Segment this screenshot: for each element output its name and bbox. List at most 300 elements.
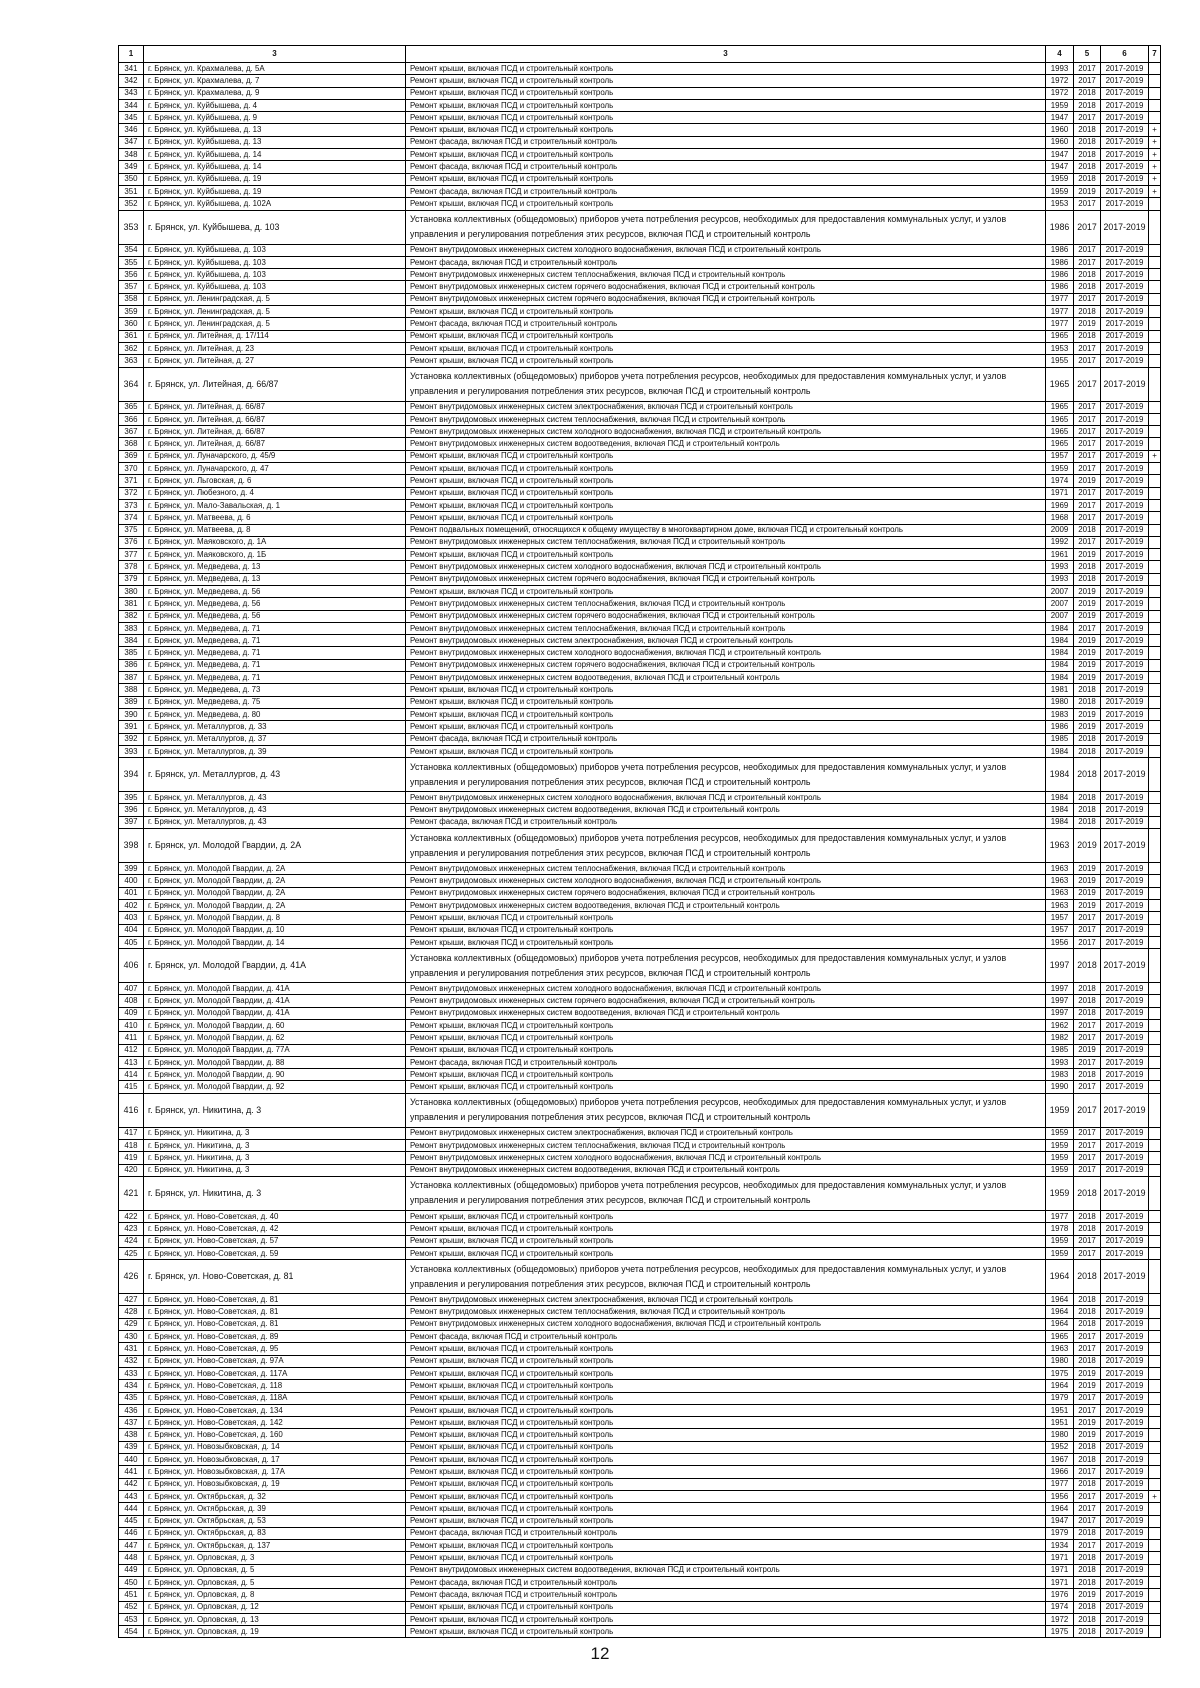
year-built-cell: 1975 [1046,1626,1074,1638]
address-cell: г. Брянск, ул. Никитина, д. 3 [144,1152,406,1164]
row-number-cell: 352 [119,198,144,210]
row-number-cell: 425 [119,1248,144,1260]
address-cell: г. Брянск, ул. Куйбышева, д. 103 [144,211,406,245]
work-type-cell: Ремонт внутридомовых инженерных систем холодного водоснабжения, включая ПСД и строительный контроль [406,245,1046,257]
plan-year-cell: 2017 [1074,1393,1101,1405]
row-number-cell: 399 [119,863,144,875]
year-built-cell: 1963 [1046,1343,1074,1355]
table-row [119,1020,1161,1032]
marker-cell [1149,1045,1161,1057]
year-built-cell: 1990 [1046,1081,1074,1093]
period-cell: 2017-2019 [1101,1008,1149,1020]
row-number-cell: 342 [119,75,144,87]
year-built-cell: 1963 [1046,875,1074,887]
work-type-cell: Ремонт внутридомовых инженерных систем водоотведения, включая ПСД и строительный контроль [406,900,1046,912]
plan-year-cell: 2018 [1074,684,1101,696]
marker-cell [1149,1589,1161,1601]
plan-year-cell: 2018 [1074,1294,1101,1306]
period-cell: 2017-2019 [1101,1589,1149,1601]
table-row [119,451,1161,463]
work-type-cell: Ремонт внутридомовых инженерных систем водоотведения, включая ПСД и строительный контроль [406,672,1046,684]
period-cell: 2017-2019 [1101,488,1149,500]
marker-cell [1149,1020,1161,1032]
work-type-cell: Ремонт внутридомовых инженерных систем электроснабжения, включая ПСД и строительный контроль [406,1294,1046,1306]
year-built-cell: 1986 [1046,211,1074,245]
address-cell: г. Брянск, ул. Молодой Гвардии, д. 2А [144,900,406,912]
address-cell: г. Брянск, ул. Молодой Гвардии, д. 62 [144,1032,406,1044]
work-type-cell: Ремонт внутридомовых инженерных систем водоотведения, включая ПСД и строительный контроль [406,438,1046,450]
header-cell-number: 1 [119,46,144,63]
plan-year-cell: 2019 [1074,1380,1101,1392]
year-built-cell: 1964 [1046,1260,1074,1294]
table-row [119,475,1161,487]
period-cell: 2017-2019 [1101,804,1149,816]
year-built-cell: 2007 [1046,586,1074,598]
plan-year-cell: 2017 [1074,1152,1101,1164]
address-cell: г. Брянск, ул. Молодой Гвардии, д. 2А [144,829,406,863]
period-cell: 2017-2019 [1101,746,1149,758]
table-row [119,112,1161,124]
year-built-cell: 1971 [1046,1577,1074,1589]
work-type-cell: Ремонт внутридомовых инженерных систем холодного водоснабжения, включая ПСД и строительный контроль [406,792,1046,804]
work-type-cell: Ремонт крыши, включая ПСД и строительный контроль [406,63,1046,75]
marker-cell [1149,1140,1161,1152]
plan-year-cell: 2017 [1074,912,1101,924]
work-type-cell: Ремонт крыши, включая ПСД и строительный контроль [406,1516,1046,1528]
table-row [119,1393,1161,1405]
plan-year-cell: 2017 [1074,245,1101,257]
row-number-cell: 432 [119,1356,144,1368]
work-type-cell: Ремонт крыши, включая ПСД и строительный контроль [406,937,1046,949]
table-row [119,647,1161,659]
row-number-cell: 434 [119,1380,144,1392]
work-type-cell: Ремонт фасада, включая ПСД и строительный контроль [406,161,1046,173]
period-cell: 2017-2019 [1101,1466,1149,1478]
year-built-cell: 1960 [1046,137,1074,149]
table-row [119,1356,1161,1368]
period-cell: 2017-2019 [1101,549,1149,561]
marker-cell [1149,549,1161,561]
period-cell: 2017-2019 [1101,561,1149,573]
year-built-cell: 1965 [1046,426,1074,438]
work-type-cell: Ремонт крыши, включая ПСД и строительный контроль [406,1429,1046,1441]
address-cell: г. Брянск, ул. Орловская, д. 12 [144,1602,406,1614]
table-row [119,1081,1161,1093]
marker-cell [1149,257,1161,269]
table-row [119,1417,1161,1429]
plan-year-cell: 2018 [1074,804,1101,816]
year-built-cell: 1993 [1046,1057,1074,1069]
table-row [119,402,1161,414]
marker-cell [1149,343,1161,355]
row-number-cell: 453 [119,1614,144,1626]
table-row [119,697,1161,709]
marker-cell [1149,1306,1161,1318]
year-built-cell: 1984 [1046,804,1074,816]
marker-cell [1149,1248,1161,1260]
marker-cell [1149,817,1161,829]
period-cell: 2017-2019 [1101,451,1149,463]
table-row [119,1626,1161,1638]
plan-year-cell: 2019 [1074,721,1101,733]
period-cell: 2017-2019 [1101,1236,1149,1248]
row-number-cell: 358 [119,294,144,306]
period-cell: 2017-2019 [1101,611,1149,623]
marker-cell [1149,1577,1161,1589]
address-cell: г. Брянск, ул. Литейная, д. 27 [144,355,406,367]
year-built-cell: 1959 [1046,1140,1074,1152]
period-cell: 2017-2019 [1101,211,1149,245]
year-built-cell: 1977 [1046,318,1074,330]
row-number-cell: 345 [119,112,144,124]
work-type-cell: Ремонт крыши, включая ПСД и строительный контроль [406,709,1046,721]
table-row [119,1248,1161,1260]
work-type-cell: Установка коллективных (общедомовых) приборов учета потребления ресурсов, необходимых для предоставления коммунальных услуг, и узлов управления и регулирования потребления этих ресурсов, включая ПСД и строительный контроль [406,758,1046,792]
work-type-cell: Ремонт крыши, включая ПСД и строительный контроль [406,1454,1046,1466]
year-built-cell: 1981 [1046,684,1074,696]
table-row [119,1479,1161,1491]
table-row [119,368,1161,402]
row-number-cell: 403 [119,912,144,924]
row-number-cell: 436 [119,1405,144,1417]
address-cell: г. Брянск, ул. Никитина, д. 3 [144,1165,406,1177]
period-cell: 2017-2019 [1101,512,1149,524]
work-type-cell: Ремонт внутридомовых инженерных систем водоотведения, включая ПСД и строительный контроль [406,1008,1046,1020]
row-number-cell: 365 [119,402,144,414]
period-cell: 2017-2019 [1101,660,1149,672]
address-cell: г. Брянск, ул. Куйбышева, д. 9 [144,112,406,124]
row-number-cell: 422 [119,1211,144,1223]
period-cell: 2017-2019 [1101,684,1149,696]
period-cell: 2017-2019 [1101,1177,1149,1211]
row-number-cell: 390 [119,709,144,721]
work-type-cell: Ремонт крыши, включая ПСД и строительный контроль [406,1236,1046,1248]
marker-cell [1149,463,1161,475]
table-row [119,574,1161,586]
table-row [119,1429,1161,1441]
marker-cell [1149,574,1161,586]
plan-year-cell: 2018 [1074,1223,1101,1235]
table-row [119,937,1161,949]
work-type-cell: Ремонт крыши, включая ПСД и строительный контроль [406,1368,1046,1380]
year-built-cell: 1956 [1046,937,1074,949]
row-number-cell: 391 [119,721,144,733]
address-cell: г. Брянск, ул. Ново-Советская, д. 81 [144,1294,406,1306]
row-number-cell: 392 [119,734,144,746]
marker-cell [1149,1442,1161,1454]
address-cell: г. Брянск, ул. Ново-Советская, д. 57 [144,1236,406,1248]
address-cell: г. Брянск, ул. Металлургов, д. 43 [144,804,406,816]
header-cell-plan-year: 5 [1074,46,1101,63]
plan-year-cell: 2018 [1074,734,1101,746]
period-cell: 2017-2019 [1101,1165,1149,1177]
work-type-cell: Ремонт внутридомовых инженерных систем теплоснабжения, включая ПСД и строительный контроль [406,269,1046,281]
plan-year-cell: 2018 [1074,525,1101,537]
period-cell: 2017-2019 [1101,1069,1149,1081]
period-cell: 2017-2019 [1101,1552,1149,1564]
plan-year-cell: 2017 [1074,75,1101,87]
work-type-cell: Ремонт крыши, включая ПСД и строительный контроль [406,75,1046,87]
table-row [119,257,1161,269]
address-cell: г. Брянск, ул. Никитина, д. 3 [144,1177,406,1211]
work-type-cell: Ремонт внутридомовых инженерных систем электроснабжения, включая ПСД и строительный контроль [406,1128,1046,1140]
plan-year-cell: 2019 [1074,875,1101,887]
period-cell: 2017-2019 [1101,792,1149,804]
year-built-cell: 1985 [1046,734,1074,746]
period-cell: 2017-2019 [1101,161,1149,173]
address-cell: г. Брянск, ул. Ново-Советская, д. 117А [144,1368,406,1380]
header-cell-address: 3 [144,46,406,63]
year-built-cell: 1983 [1046,709,1074,721]
plan-year-cell: 2017 [1074,355,1101,367]
table-row [119,1140,1161,1152]
address-cell: г. Брянск, ул. Луначарского, д. 47 [144,463,406,475]
address-cell: г. Брянск, ул. Молодой Гвардии, д. 41А [144,949,406,983]
table-row [119,875,1161,887]
marker-cell [1149,1081,1161,1093]
marker-cell [1149,1223,1161,1235]
work-type-cell: Ремонт подвальных помещений, относящихся к общему имуществу в многоквартирном доме, включая ПСД и строительный контроль [406,525,1046,537]
plan-year-cell: 2017 [1074,1057,1101,1069]
work-type-cell: Установка коллективных (общедомовых) приборов учета потребления ресурсов, необходимых для предоставления коммунальных услуг, и узлов управления и регулирования потребления этих ресурсов, включая ПСД и строительный контроль [406,211,1046,245]
period-cell: 2017-2019 [1101,1152,1149,1164]
work-type-cell: Ремонт крыши, включая ПСД и строительный контроль [406,1356,1046,1368]
work-type-cell: Ремонт крыши, включая ПСД и строительный контроль [406,463,1046,475]
period-cell: 2017-2019 [1101,281,1149,293]
table-row [119,343,1161,355]
year-built-cell: 2009 [1046,525,1074,537]
row-number-cell: 383 [119,623,144,635]
marker-cell: + [1149,149,1161,161]
year-built-cell: 1934 [1046,1540,1074,1552]
year-built-cell: 1947 [1046,1516,1074,1528]
address-cell: г. Брянск, ул. Куйбышева, д. 103 [144,269,406,281]
marker-cell [1149,937,1161,949]
table-row [119,672,1161,684]
period-cell: 2017-2019 [1101,949,1149,983]
period-cell: 2017-2019 [1101,1140,1149,1152]
table-row [119,1589,1161,1601]
period-cell: 2017-2019 [1101,875,1149,887]
period-cell: 2017-2019 [1101,721,1149,733]
plan-year-cell: 2017 [1074,1236,1101,1248]
year-built-cell: 1979 [1046,1528,1074,1540]
work-type-cell: Ремонт внутридомовых инженерных систем холодного водоснабжения, включая ПСД и строительный контроль [406,875,1046,887]
year-built-cell: 1956 [1046,1491,1074,1503]
period-cell: 2017-2019 [1101,1248,1149,1260]
work-type-cell: Установка коллективных (общедомовых) приборов учета потребления ресурсов, необходимых для предоставления коммунальных услуг, и узлов управления и регулирования потребления этих ресурсов, включая ПСД и строительный контроль [406,829,1046,863]
table-row [119,331,1161,343]
year-built-cell: 1963 [1046,863,1074,875]
table-row [119,734,1161,746]
marker-cell [1149,647,1161,659]
marker-cell [1149,306,1161,318]
period-cell: 2017-2019 [1101,500,1149,512]
work-type-cell: Ремонт крыши, включая ПСД и строительный контроль [406,1069,1046,1081]
address-cell: г. Брянск, ул. Куйбышева, д. 14 [144,149,406,161]
address-cell: г. Брянск, ул. Куйбышева, д. 103 [144,245,406,257]
table-row [119,863,1161,875]
period-cell: 2017-2019 [1101,331,1149,343]
plan-year-cell: 2019 [1074,586,1101,598]
row-number-cell: 416 [119,1094,144,1128]
period-cell: 2017-2019 [1101,888,1149,900]
plan-year-cell: 2018 [1074,817,1101,829]
work-type-cell: Ремонт крыши, включая ПСД и строительный контроль [406,1552,1046,1564]
period-cell: 2017-2019 [1101,1614,1149,1626]
row-number-cell: 350 [119,174,144,186]
plan-year-cell: 2017 [1074,1081,1101,1093]
address-cell: г. Брянск, ул. Металлургов, д. 33 [144,721,406,733]
row-number-cell: 442 [119,1479,144,1491]
table-row [119,1454,1161,1466]
table-row [119,463,1161,475]
year-built-cell: 1964 [1046,1319,1074,1331]
address-cell: г. Брянск, ул. Медведева, д. 75 [144,697,406,709]
plan-year-cell: 2018 [1074,1565,1101,1577]
plan-year-cell: 2019 [1074,1429,1101,1441]
plan-year-cell: 2017 [1074,463,1101,475]
plan-year-cell: 2019 [1074,709,1101,721]
address-cell: г. Брянск, ул. Октябрьская, д. 32 [144,1491,406,1503]
row-number-cell: 343 [119,88,144,100]
year-built-cell: 1971 [1046,488,1074,500]
plan-year-cell: 2017 [1074,426,1101,438]
work-type-cell: Ремонт фасада, включая ПСД и строительный контроль [406,318,1046,330]
row-number-cell: 370 [119,463,144,475]
plan-year-cell: 2017 [1074,1094,1101,1128]
marker-cell [1149,1343,1161,1355]
header-cell-marker: 7 [1149,46,1161,63]
period-cell: 2017-2019 [1101,1057,1149,1069]
header-cell-work-type: 3 [406,46,1046,63]
work-type-cell: Ремонт внутридомовых инженерных систем теплоснабжения, включая ПСД и строительный контроль [406,1306,1046,1318]
period-cell: 2017-2019 [1101,1491,1149,1503]
marker-cell [1149,995,1161,1007]
row-number-cell: 341 [119,63,144,75]
year-built-cell: 1959 [1046,186,1074,198]
year-built-cell: 2007 [1046,611,1074,623]
period-cell: 2017-2019 [1101,88,1149,100]
plan-year-cell: 2017 [1074,623,1101,635]
table-row [119,1491,1161,1503]
table-row [119,1343,1161,1355]
table-row [119,995,1161,1007]
work-type-cell: Ремонт внутридомовых инженерных систем горячего водоснабжения, включая ПСД и строительный контроль [406,995,1046,1007]
row-number-cell: 405 [119,937,144,949]
marker-cell [1149,1008,1161,1020]
address-cell: г. Брянск, ул. Медведева, д. 13 [144,574,406,586]
row-number-cell: 443 [119,1491,144,1503]
work-type-cell: Ремонт внутридомовых инженерных систем водоотведения, включая ПСД и строительный контроль [406,1565,1046,1577]
marker-cell [1149,983,1161,995]
year-built-cell: 1957 [1046,925,1074,937]
work-type-cell: Ремонт крыши, включая ПСД и строительный контроль [406,198,1046,210]
marker-cell [1149,1032,1161,1044]
period-cell: 2017-2019 [1101,912,1149,924]
year-built-cell: 1997 [1046,949,1074,983]
work-type-cell: Ремонт внутридомовых инженерных систем горячего водоснабжения, включая ПСД и строительный контроль [406,294,1046,306]
plan-year-cell: 2018 [1074,174,1101,186]
year-built-cell: 1963 [1046,888,1074,900]
marker-cell: + [1149,124,1161,136]
marker-cell [1149,1380,1161,1392]
address-cell: г. Брянск, ул. Молодой Гвардии, д. 10 [144,925,406,937]
marker-cell [1149,561,1161,573]
address-cell: г. Брянск, ул. Никитина, д. 3 [144,1140,406,1152]
work-type-cell: Ремонт крыши, включая ПСД и строительный контроль [406,1020,1046,1032]
address-cell: г. Брянск, ул. Орловская, д. 8 [144,1589,406,1601]
table-row [119,1223,1161,1235]
row-number-cell: 417 [119,1128,144,1140]
marker-cell [1149,112,1161,124]
marker-cell [1149,611,1161,623]
plan-year-cell: 2018 [1074,149,1101,161]
address-cell: г. Брянск, ул. Ново-Советская, д. 118 [144,1380,406,1392]
year-built-cell: 1974 [1046,475,1074,487]
row-number-cell: 355 [119,257,144,269]
year-built-cell: 1977 [1046,294,1074,306]
marker-cell [1149,88,1161,100]
year-built-cell: 1985 [1046,1045,1074,1057]
period-cell: 2017-2019 [1101,186,1149,198]
year-built-cell: 1951 [1046,1417,1074,1429]
plan-year-cell: 2017 [1074,1343,1101,1355]
plan-year-cell: 2019 [1074,549,1101,561]
address-cell: г. Брянск, ул. Молодой Гвардии, д. 41А [144,983,406,995]
work-type-cell: Ремонт крыши, включая ПСД и строительный контроль [406,586,1046,598]
work-type-cell: Ремонт крыши, включая ПСД и строительный контроль [406,1503,1046,1515]
plan-year-cell: 2019 [1074,829,1101,863]
period-cell: 2017-2019 [1101,245,1149,257]
address-cell: г. Брянск, ул. Молодой Гвардии, д. 92 [144,1081,406,1093]
table-row [119,1380,1161,1392]
address-cell: г. Брянск, ул. Ново-Советская, д. 118А [144,1393,406,1405]
period-cell: 2017-2019 [1101,63,1149,75]
table-row [119,63,1161,75]
work-type-cell: Ремонт крыши, включая ПСД и строительный контроль [406,1491,1046,1503]
row-number-cell: 444 [119,1503,144,1515]
period-cell: 2017-2019 [1101,306,1149,318]
plan-year-cell: 2017 [1074,1032,1101,1044]
table-row [119,100,1161,112]
table-row [119,198,1161,210]
year-built-cell: 1959 [1046,1165,1074,1177]
marker-cell [1149,925,1161,937]
marker-cell [1149,1503,1161,1515]
address-cell: г. Брянск, ул. Новозыбковская, д. 19 [144,1479,406,1491]
row-number-cell: 397 [119,817,144,829]
row-number-cell: 385 [119,647,144,659]
plan-year-cell: 2019 [1074,863,1101,875]
table-row [119,1260,1161,1294]
period-cell: 2017-2019 [1101,1516,1149,1528]
work-type-cell: Ремонт внутридомовых инженерных систем холодного водоснабжения, включая ПСД и строительный контроль [406,1152,1046,1164]
plan-year-cell: 2018 [1074,995,1101,1007]
period-cell: 2017-2019 [1101,1528,1149,1540]
year-built-cell: 1993 [1046,561,1074,573]
marker-cell [1149,1152,1161,1164]
marker-cell [1149,1602,1161,1614]
plan-year-cell: 2017 [1074,211,1101,245]
year-built-cell: 1964 [1046,1294,1074,1306]
plan-year-cell: 2018 [1074,792,1101,804]
address-cell: г. Брянск, ул. Крахмалева, д. 7 [144,75,406,87]
marker-cell: + [1149,174,1161,186]
address-cell: г. Брянск, ул. Куйбышева, д. 102А [144,198,406,210]
marker-cell [1149,331,1161,343]
period-cell: 2017-2019 [1101,574,1149,586]
